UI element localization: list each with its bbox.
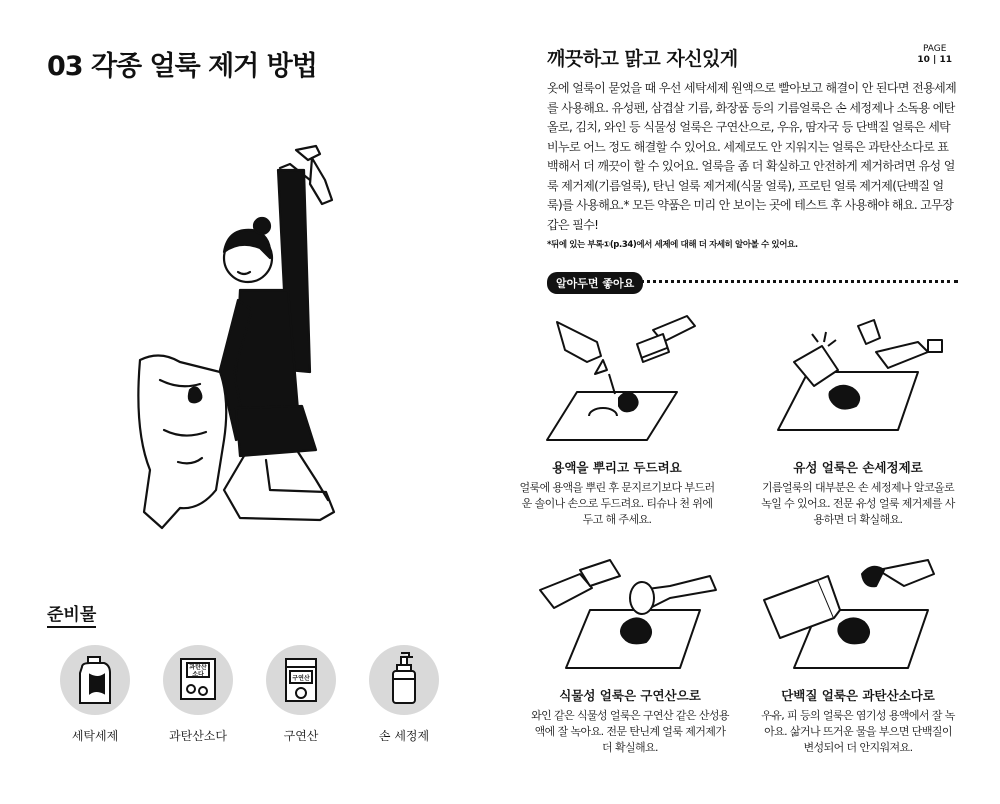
tip-title: 유성 얼룩은 손세정제로: [793, 460, 923, 475]
milk-stain-illustration: [758, 550, 958, 680]
section-title: 깨끗하고 맑고 자신있게: [547, 48, 738, 70]
tip-text: 와인 같은 식물성 얼룩은 구연산 같은 산성용액에 잘 녹아요. 전문 탄닌계 얼룩 제거제가 더 확실해요.: [531, 709, 729, 754]
page-label: PAGE: [922, 44, 947, 54]
prep-title: 준비물: [47, 600, 96, 628]
prep-item-label: 손 세정제: [378, 729, 430, 743]
tip-spray-and-pat: [517, 312, 717, 528]
woman-spraying-stain-illustration: [120, 140, 370, 550]
svg-text:구연산: 구연산: [292, 675, 310, 682]
page-number: [917, 44, 952, 66]
tip-oil-stain: [758, 312, 958, 528]
tip-title: 용액을 뿌리고 두드려요: [552, 460, 682, 475]
page-title: 03 각종 얼룩 제거 방법: [47, 51, 317, 82]
hand-soap-pump-icon: [369, 645, 439, 715]
tip-protein-stain: [758, 550, 958, 756]
prep-item-label: 세탁세제: [71, 729, 119, 743]
wine-stain-illustration: [530, 550, 730, 680]
dotted-divider: [640, 280, 958, 283]
tip-title: 식물성 얼룩은 구연산으로: [559, 688, 701, 703]
prep-item-citric-acid: [251, 645, 351, 744]
citric-acid-jar-icon: [266, 645, 336, 715]
prep-item-detergent: [45, 645, 145, 744]
tip-title: 단백질 얼룩은 과탄산소다로: [781, 688, 935, 703]
tip-text: 기름얼룩의 대부분은 손 세정제나 알코올로 녹일 수 있어요. 전문 유성 얼룩 제거제를 사용하면 더 확실해요.: [761, 481, 955, 526]
svg-text:소다: 소다: [192, 671, 204, 678]
tip-plant-stain: [530, 550, 730, 756]
footnote: *뒤에 있는 부록①(p.34)에서 세제에 대해 더 자세히 알아볼 수 있어요.: [547, 240, 798, 250]
tip-text: 우유, 피 등의 얼룩은 염기성 용액에서 잘 녹아요. 삶거나 뜨거운 물을 부으면 단백질이 변성되어 더 안지워져요.: [761, 709, 955, 754]
tips-badge: 알아두면 좋아요: [547, 272, 643, 294]
tip-text: 얼룩에 용액을 뿌린 후 문지르기보다 부드러운 솔이나 손으로 두드려요. 티슈나 천 위에 두고 해 주세요.: [519, 481, 715, 526]
percarbonate-box-icon: [163, 645, 233, 715]
page-numbers: 10 | 11: [917, 55, 952, 65]
intro-paragraph: 옷에 얼룩이 묻었을 때 우선 세탁세제 원액으로 빨아보고 해결이 안 된다면 전용세제를 사용해요. 유성펜, 삼겹살 기름, 화장품 등의 기름얼룩은 손 세정제나 소독용 에탄올로, 김치, 와인 등 식물성 얼룩은 구연산으로, 우유, 땀자국 등 단백질 얼룩은 세탁비누로 어느 정도 해결할 수 있어요. 세제로도 안 지워지는 얼룩은 과탄산소다로 표백해서 더 깨끗이 할 수 있어요. 얼룩을 좀 더 확실하고 안전하게 제거하려면 유성 얼룩 제거제(기름얼룩), 탄닌 얼룩 제거제(식물 얼룩), 프로틴 얼룩 제거제(단백질 얼룩)를 사용해요.* 모든 약품은 미리 안 보이는 곳에 테스트 후 사용해야 해요. 고무장갑은 필수!: [547, 81, 957, 232]
oil-stain-illustration: [758, 312, 958, 452]
prep-item-label: 구연산: [283, 729, 319, 743]
prep-item-hand-soap: [354, 645, 454, 744]
prep-item-percarbonate: [148, 645, 248, 744]
spray-brush-illustration: [517, 312, 717, 452]
svg-text:과탄산: 과탄산: [189, 664, 207, 671]
detergent-bottle-icon: [60, 645, 130, 715]
prep-item-label: 과탄산소다: [169, 729, 227, 743]
